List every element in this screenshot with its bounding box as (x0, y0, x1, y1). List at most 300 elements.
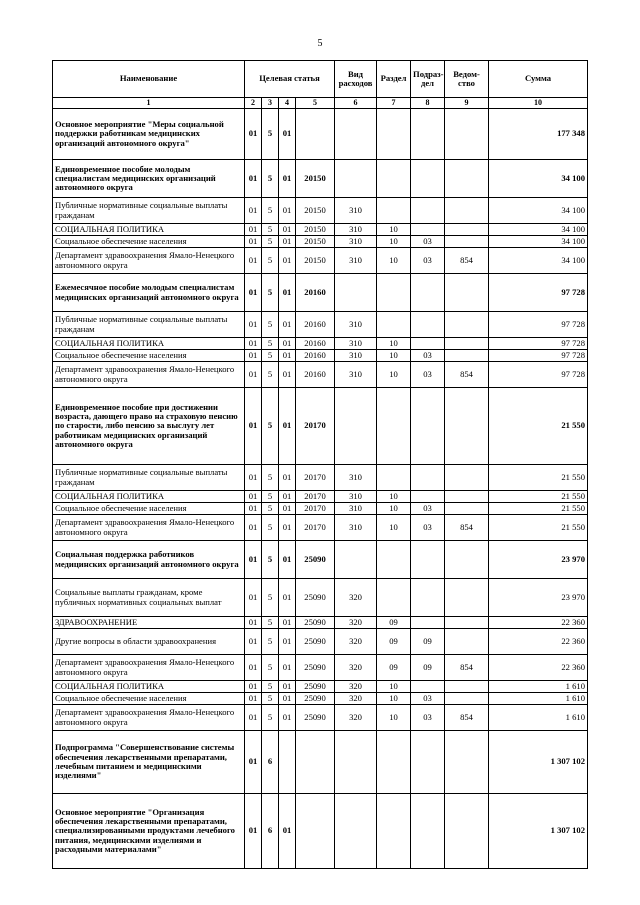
target-code-program-cell: 01 (245, 491, 262, 503)
target-code-subprogram-cell: 5 (262, 160, 279, 198)
row-name-cell: Социальное обеспечение населения (53, 693, 245, 705)
expense-type-cell: 320 (335, 579, 377, 617)
subsection-cell: 03 (411, 503, 445, 515)
section-cell: 10 (377, 338, 411, 350)
target-code-program-cell: 01 (245, 629, 262, 655)
target-code-direction-cell: 25090 (296, 655, 335, 681)
table-row (53, 350, 588, 362)
target-code-program-cell: 01 (245, 362, 262, 388)
table-row (53, 465, 588, 491)
column-number: 6 (335, 98, 377, 109)
row-name-cell: СОЦИАЛЬНАЯ ПОЛИТИКА (53, 681, 245, 693)
target-code-program-cell: 01 (245, 338, 262, 350)
department-cell (445, 579, 489, 617)
sum-cell: 21 550 (489, 465, 588, 491)
table-row (53, 274, 588, 312)
department-cell (445, 629, 489, 655)
column-number-row (53, 98, 588, 109)
row-name-cell: Единовременное пособие молодым специалистам медицинских организаций автономного округа (53, 160, 245, 198)
subsection-cell (411, 491, 445, 503)
department-cell (445, 681, 489, 693)
department-cell (445, 312, 489, 338)
expense-type-cell: 320 (335, 655, 377, 681)
sum-cell: 34 100 (489, 198, 588, 224)
table-header-row (53, 61, 588, 98)
sum-cell: 22 360 (489, 617, 588, 629)
section-cell (377, 109, 411, 160)
target-code-subprogram-cell: 5 (262, 491, 279, 503)
table-row (53, 579, 588, 617)
section-cell: 10 (377, 515, 411, 541)
column-number: 4 (279, 98, 296, 109)
table-row (53, 338, 588, 350)
section-cell (377, 731, 411, 794)
row-name-cell: Социальные выплаты гражданам, кроме публичных нормативных социальных выплат (53, 579, 245, 617)
expense-type-cell (335, 388, 377, 465)
target-code-direction-cell: 20150 (296, 236, 335, 248)
expense-type-cell: 310 (335, 362, 377, 388)
table-row (53, 503, 588, 515)
target-code-direction-cell: 25090 (296, 617, 335, 629)
sum-cell: 22 360 (489, 629, 588, 655)
expense-type-cell: 310 (335, 465, 377, 491)
sum-cell: 23 970 (489, 579, 588, 617)
subsection-cell (411, 465, 445, 491)
target-code-program-cell: 01 (245, 541, 262, 579)
subsection-cell (411, 541, 445, 579)
target-code-subprogram-cell: 5 (262, 236, 279, 248)
row-name-cell: Публичные нормативные социальные выплаты гражданам (53, 198, 245, 224)
section-cell: 10 (377, 248, 411, 274)
subsection-cell (411, 794, 445, 869)
section-cell: 09 (377, 655, 411, 681)
row-name-cell: Департамент здравоохранения Ямало-Ненецкого автономного округа (53, 705, 245, 731)
department-cell (445, 274, 489, 312)
page-number: 5 (317, 38, 323, 49)
target-code-activity-cell: 01 (279, 515, 296, 541)
target-code-activity-cell: 01 (279, 541, 296, 579)
header-target-article: Целевая статья (245, 61, 335, 98)
section-cell: 10 (377, 362, 411, 388)
expense-type-cell: 320 (335, 705, 377, 731)
target-code-subprogram-cell: 5 (262, 248, 279, 274)
table-row (53, 655, 588, 681)
subsection-cell (411, 338, 445, 350)
target-code-activity-cell: 01 (279, 503, 296, 515)
section-cell: 09 (377, 629, 411, 655)
expense-type-cell: 310 (335, 338, 377, 350)
row-name-cell: Департамент здравоохранения Ямало-Ненецкого автономного округа (53, 248, 245, 274)
subsection-cell: 03 (411, 515, 445, 541)
row-name-cell: Социальное обеспечение населения (53, 350, 245, 362)
section-cell (377, 794, 411, 869)
target-code-direction-cell: 25090 (296, 579, 335, 617)
table-row (53, 362, 588, 388)
sum-cell: 1 610 (489, 681, 588, 693)
target-code-subprogram-cell: 5 (262, 503, 279, 515)
section-cell: 10 (377, 681, 411, 693)
row-name-cell: СОЦИАЛЬНАЯ ПОЛИТИКА (53, 491, 245, 503)
section-cell: 10 (377, 491, 411, 503)
target-code-program-cell: 01 (245, 388, 262, 465)
sum-cell: 1 610 (489, 705, 588, 731)
subsection-cell: 03 (411, 693, 445, 705)
target-code-direction-cell: 25090 (296, 629, 335, 655)
department-cell: 854 (445, 655, 489, 681)
sum-cell: 21 550 (489, 388, 588, 465)
target-code-activity-cell: 01 (279, 338, 296, 350)
target-code-subprogram-cell: 5 (262, 617, 279, 629)
target-code-activity-cell: 01 (279, 248, 296, 274)
sum-cell: 1 610 (489, 693, 588, 705)
budget-table (52, 60, 588, 869)
sum-cell: 21 550 (489, 491, 588, 503)
department-cell (445, 693, 489, 705)
target-code-subprogram-cell: 5 (262, 541, 279, 579)
target-code-activity-cell: 01 (279, 629, 296, 655)
subsection-cell (411, 681, 445, 693)
department-cell (445, 491, 489, 503)
expense-type-cell: 320 (335, 629, 377, 655)
table-row (53, 629, 588, 655)
subsection-cell: 03 (411, 248, 445, 274)
column-number: 3 (262, 98, 279, 109)
subsection-cell (411, 198, 445, 224)
department-cell: 854 (445, 515, 489, 541)
row-name-cell: Департамент здравоохранения Ямало-Ненецкого автономного округа (53, 655, 245, 681)
row-name-cell: Публичные нормативные социальные выплаты гражданам (53, 312, 245, 338)
target-code-direction-cell: 25090 (296, 705, 335, 731)
header-expense-type: Вид расходов (335, 61, 377, 98)
table-body (53, 109, 588, 869)
target-code-program-cell: 01 (245, 236, 262, 248)
department-cell (445, 236, 489, 248)
target-code-activity-cell: 01 (279, 579, 296, 617)
table-row (53, 731, 588, 794)
sum-cell: 22 360 (489, 655, 588, 681)
target-code-subprogram-cell: 5 (262, 681, 279, 693)
column-number: 9 (445, 98, 489, 109)
table-row (53, 617, 588, 629)
column-number: 10 (489, 98, 588, 109)
target-code-program-cell: 01 (245, 503, 262, 515)
target-code-direction-cell: 20160 (296, 350, 335, 362)
target-code-activity-cell: 01 (279, 224, 296, 236)
section-cell (377, 465, 411, 491)
target-code-direction-cell (296, 794, 335, 869)
target-code-direction-cell: 20170 (296, 465, 335, 491)
target-code-activity-cell: 01 (279, 617, 296, 629)
target-code-program-cell: 01 (245, 198, 262, 224)
target-code-activity-cell: 01 (279, 388, 296, 465)
target-code-activity-cell: 01 (279, 465, 296, 491)
target-code-subprogram-cell: 5 (262, 655, 279, 681)
target-code-subprogram-cell: 5 (262, 629, 279, 655)
table-row (53, 198, 588, 224)
target-code-subprogram-cell: 5 (262, 693, 279, 705)
target-code-program-cell: 01 (245, 794, 262, 869)
expense-type-cell: 310 (335, 248, 377, 274)
table-row (53, 312, 588, 338)
expense-type-cell: 310 (335, 350, 377, 362)
row-name-cell: СОЦИАЛЬНАЯ ПОЛИТИКА (53, 338, 245, 350)
target-code-subprogram-cell: 5 (262, 362, 279, 388)
section-cell (377, 312, 411, 338)
department-cell (445, 350, 489, 362)
target-code-activity-cell: 01 (279, 236, 296, 248)
column-number: 5 (296, 98, 335, 109)
subsection-cell (411, 109, 445, 160)
section-cell (377, 541, 411, 579)
table-row (53, 236, 588, 248)
header-section: Раздел (377, 61, 411, 98)
expense-type-cell: 320 (335, 617, 377, 629)
sum-cell: 97 728 (489, 312, 588, 338)
target-code-subprogram-cell: 6 (262, 794, 279, 869)
target-code-subprogram-cell: 5 (262, 109, 279, 160)
table-row (53, 388, 588, 465)
target-code-subprogram-cell: 5 (262, 274, 279, 312)
row-name-cell: Департамент здравоохранения Ямало-Ненецкого автономного округа (53, 362, 245, 388)
target-code-activity-cell: 01 (279, 274, 296, 312)
target-code-program-cell: 01 (245, 693, 262, 705)
expense-type-cell (335, 731, 377, 794)
section-cell: 10 (377, 236, 411, 248)
subsection-cell (411, 274, 445, 312)
column-number: 7 (377, 98, 411, 109)
target-code-subprogram-cell: 6 (262, 731, 279, 794)
expense-type-cell: 310 (335, 503, 377, 515)
column-number: 2 (245, 98, 262, 109)
target-code-activity-cell: 01 (279, 312, 296, 338)
subsection-cell: 03 (411, 350, 445, 362)
target-code-subprogram-cell: 5 (262, 338, 279, 350)
sum-cell: 34 100 (489, 160, 588, 198)
section-cell (377, 198, 411, 224)
department-cell (445, 388, 489, 465)
expense-type-cell: 310 (335, 198, 377, 224)
section-cell (377, 388, 411, 465)
table-row (53, 248, 588, 274)
target-code-activity-cell: 01 (279, 362, 296, 388)
target-code-direction-cell: 25090 (296, 681, 335, 693)
table-row (53, 491, 588, 503)
target-code-direction-cell: 20170 (296, 491, 335, 503)
department-cell (445, 794, 489, 869)
target-code-program-cell: 01 (245, 617, 262, 629)
row-name-cell: Основное мероприятие "Организация обеспечения лекарственными препаратами, специализированными продуктами лечебного питания, медицинскими изделиями и расходными материалами" (53, 794, 245, 869)
target-code-program-cell: 01 (245, 705, 262, 731)
sum-cell: 177 348 (489, 109, 588, 160)
expense-type-cell (335, 109, 377, 160)
table-row (53, 109, 588, 160)
subsection-cell (411, 731, 445, 794)
sum-cell: 21 550 (489, 503, 588, 515)
section-cell: 10 (377, 693, 411, 705)
subsection-cell (411, 617, 445, 629)
subsection-cell: 03 (411, 362, 445, 388)
target-code-subprogram-cell: 5 (262, 705, 279, 731)
table-row (53, 541, 588, 579)
sum-cell: 97 728 (489, 362, 588, 388)
expense-type-cell: 310 (335, 312, 377, 338)
subsection-cell (411, 579, 445, 617)
table-row (53, 705, 588, 731)
row-name-cell: Департамент здравоохранения Ямало-Ненецкого автономного округа (53, 515, 245, 541)
row-name-cell: Другие вопросы в области здравоохранения (53, 629, 245, 655)
expense-type-cell: 320 (335, 693, 377, 705)
department-cell (445, 617, 489, 629)
target-code-activity-cell: 01 (279, 350, 296, 362)
department-cell (445, 731, 489, 794)
section-cell: 10 (377, 224, 411, 236)
target-code-activity-cell: 01 (279, 491, 296, 503)
target-code-program-cell: 01 (245, 160, 262, 198)
department-cell (445, 109, 489, 160)
column-number: 1 (53, 98, 245, 109)
target-code-subprogram-cell: 5 (262, 579, 279, 617)
header-name: Наименование (53, 61, 245, 98)
target-code-program-cell: 01 (245, 274, 262, 312)
table-row (53, 681, 588, 693)
target-code-direction-cell: 20170 (296, 503, 335, 515)
subsection-cell: 09 (411, 629, 445, 655)
target-code-program-cell: 01 (245, 655, 262, 681)
target-code-direction-cell: 20150 (296, 198, 335, 224)
row-name-cell: СОЦИАЛЬНАЯ ПОЛИТИКА (53, 224, 245, 236)
table-row (53, 794, 588, 869)
sum-cell: 97 728 (489, 274, 588, 312)
table-row (53, 515, 588, 541)
row-name-cell: Основное мероприятие "Меры социальной поддержки работникам медицинских организаций автономного округа" (53, 109, 245, 160)
header-department: Ведом-ство (445, 61, 489, 98)
sum-cell: 97 728 (489, 350, 588, 362)
sum-cell: 1 307 102 (489, 794, 588, 869)
section-cell: 10 (377, 705, 411, 731)
target-code-program-cell: 01 (245, 515, 262, 541)
target-code-activity-cell: 01 (279, 655, 296, 681)
department-cell (445, 198, 489, 224)
section-cell: 09 (377, 617, 411, 629)
target-code-program-cell: 01 (245, 731, 262, 794)
department-cell (445, 160, 489, 198)
target-code-activity-cell: 01 (279, 109, 296, 160)
target-code-direction-cell: 20170 (296, 388, 335, 465)
row-name-cell: Подпрограмма "Совершенствование системы обеспечения лекарственными препаратами, лечебным питанием и медицинскими изделиями" (53, 731, 245, 794)
section-cell: 10 (377, 503, 411, 515)
row-name-cell: Социальное обеспечение населения (53, 503, 245, 515)
expense-type-cell (335, 541, 377, 579)
department-cell (445, 503, 489, 515)
department-cell: 854 (445, 248, 489, 274)
target-code-program-cell: 01 (245, 350, 262, 362)
target-code-direction-cell: 25090 (296, 541, 335, 579)
expense-type-cell (335, 794, 377, 869)
department-cell: 854 (445, 362, 489, 388)
subsection-cell: 03 (411, 705, 445, 731)
target-code-direction-cell: 20160 (296, 362, 335, 388)
target-code-program-cell: 01 (245, 465, 262, 491)
subsection-cell (411, 312, 445, 338)
target-code-program-cell: 01 (245, 681, 262, 693)
section-cell: 10 (377, 350, 411, 362)
column-number: 8 (411, 98, 445, 109)
subsection-cell: 03 (411, 236, 445, 248)
row-name-cell: Публичные нормативные социальные выплаты гражданам (53, 465, 245, 491)
target-code-subprogram-cell: 5 (262, 388, 279, 465)
target-code-activity-cell: 01 (279, 794, 296, 869)
sum-cell: 34 100 (489, 224, 588, 236)
target-code-program-cell: 01 (245, 109, 262, 160)
target-code-subprogram-cell: 5 (262, 515, 279, 541)
sum-cell: 1 307 102 (489, 731, 588, 794)
target-code-direction-cell: 20170 (296, 515, 335, 541)
sum-cell: 34 100 (489, 236, 588, 248)
sum-cell: 23 970 (489, 541, 588, 579)
target-code-program-cell: 01 (245, 224, 262, 236)
expense-type-cell: 310 (335, 491, 377, 503)
target-code-direction-cell: 20160 (296, 274, 335, 312)
target-code-program-cell: 01 (245, 579, 262, 617)
target-code-program-cell: 01 (245, 312, 262, 338)
target-code-subprogram-cell: 5 (262, 465, 279, 491)
target-code-activity-cell: 01 (279, 160, 296, 198)
department-cell (445, 224, 489, 236)
target-code-direction-cell: 20160 (296, 338, 335, 350)
expense-type-cell: 320 (335, 681, 377, 693)
section-cell (377, 160, 411, 198)
department-cell (445, 541, 489, 579)
department-cell (445, 465, 489, 491)
header-subsection: Подраз-дел (411, 61, 445, 98)
target-code-activity-cell (279, 731, 296, 794)
expense-type-cell: 310 (335, 236, 377, 248)
row-name-cell: Единовременное пособие при достижении возраста, дающего право на страховую пенсию по старости, либо пенсию за выслугу лет работникам медицинских организаций автономного округа (53, 388, 245, 465)
target-code-direction-cell: 25090 (296, 693, 335, 705)
sum-cell: 21 550 (489, 515, 588, 541)
target-code-activity-cell: 01 (279, 705, 296, 731)
section-cell (377, 274, 411, 312)
target-code-activity-cell: 01 (279, 681, 296, 693)
target-code-program-cell: 01 (245, 248, 262, 274)
row-name-cell: Социальное обеспечение населения (53, 236, 245, 248)
table-row (53, 160, 588, 198)
subsection-cell: 09 (411, 655, 445, 681)
department-cell: 854 (445, 705, 489, 731)
expense-type-cell (335, 274, 377, 312)
header-sum: Сумма (489, 61, 588, 98)
target-code-subprogram-cell: 5 (262, 198, 279, 224)
expense-type-cell: 310 (335, 224, 377, 236)
subsection-cell (411, 160, 445, 198)
row-name-cell: Ежемесячное пособие молодым специалистам медицинских организаций автономного округа (53, 274, 245, 312)
target-code-activity-cell: 01 (279, 198, 296, 224)
target-code-direction-cell: 20150 (296, 160, 335, 198)
expense-type-cell: 310 (335, 515, 377, 541)
expense-type-cell (335, 160, 377, 198)
target-code-direction-cell: 20160 (296, 312, 335, 338)
subsection-cell (411, 388, 445, 465)
section-cell (377, 579, 411, 617)
target-code-direction-cell (296, 731, 335, 794)
row-name-cell: Социальная поддержка работников медицинских организаций автономного округа (53, 541, 245, 579)
target-code-direction-cell (296, 109, 335, 160)
target-code-subprogram-cell: 5 (262, 350, 279, 362)
subsection-cell (411, 224, 445, 236)
target-code-direction-cell: 20150 (296, 224, 335, 236)
row-name-cell: ЗДРАВООХРАНЕНИЕ (53, 617, 245, 629)
target-code-direction-cell: 20150 (296, 248, 335, 274)
